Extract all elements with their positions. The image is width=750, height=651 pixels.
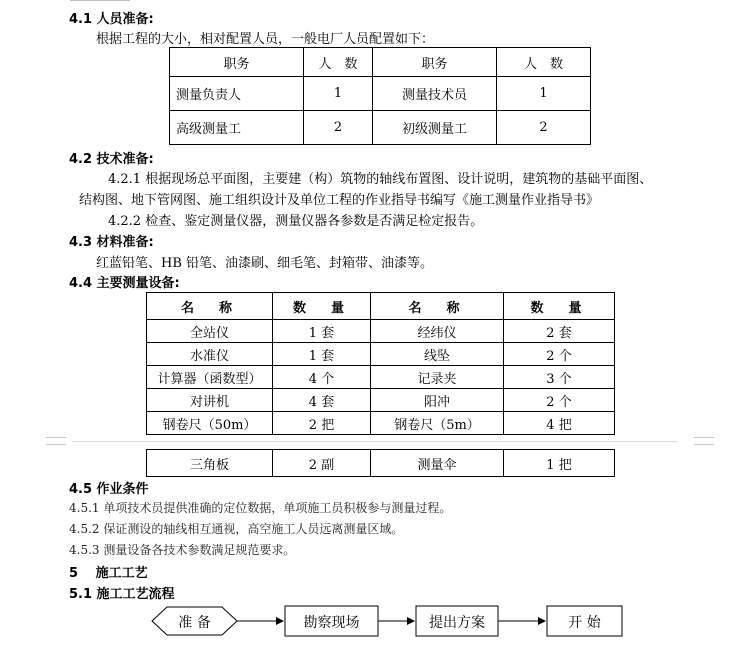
flow-node-survey-label: 勘察现场	[303, 615, 360, 631]
table-header-cell: 职务	[373, 48, 497, 77]
table-cell: 高级测量工	[170, 111, 304, 145]
table-cell: 阳冲	[371, 389, 504, 412]
section-4-2-2: 4.2.2 检查、鉴定测量仪器，测量仪器各参数是否满足检定报告。	[108, 214, 484, 229]
table-cell: 3 个	[504, 366, 615, 389]
table-cell: 4 个	[273, 366, 371, 389]
section-heading-4-3: 4.3 材料准备:	[69, 235, 154, 250]
list-item: 4.5.1 单项技术员提供准确的定位数据，单项施工员积极参与测量过程。	[69, 501, 452, 515]
section-4-1-intro: 根据工程的大小，相对配置人员，一般电厂人员配置如下：	[96, 32, 435, 47]
table-cell: 全站仪	[147, 320, 273, 343]
table-cell: 钢卷尺（5m）	[371, 412, 504, 435]
flow-node-proposal-label: 提出方案	[429, 615, 485, 631]
section-4-2-1-line2: 结构图、地下管网图、施工组织设计及单位工程的作业指导书编写《施工测量作业指导书》	[79, 193, 600, 208]
table-cell: 初级测量工	[373, 111, 497, 145]
table-cell: 测量伞	[371, 450, 504, 477]
table-cell: 1 套	[273, 320, 371, 343]
section-heading-4-1: 4.1 人员准备:	[69, 12, 154, 27]
flow-node-prepare-label: 准 备	[178, 615, 211, 631]
list-item: 4.5.3 测量设备各技术参数满足规范要求。	[69, 543, 296, 557]
table-header-cell: 数 量	[273, 293, 371, 320]
table-cell: 1 套	[273, 343, 371, 366]
table-header-cell: 数 量	[504, 293, 615, 320]
table-cell: 2	[304, 111, 373, 145]
table-header-cell: 人 数	[497, 48, 591, 77]
table-header-cell: 名 称	[147, 293, 273, 320]
list-item: 4.5.2 保证测设的轴线相互通视，高空施工人员远离测量区域。	[69, 522, 404, 536]
table-cell: 记录夹	[371, 366, 504, 389]
flow-node-start-label: 开 始	[568, 615, 601, 631]
table-cell: 三角板	[147, 450, 273, 477]
section-heading-4-2: 4.2 技术准备:	[69, 152, 154, 167]
table-cell: 水准仪	[147, 343, 273, 366]
table-cell: 经纬仪	[371, 320, 504, 343]
table-cell: 2 个	[504, 343, 615, 366]
table-header-cell: 人 数	[304, 48, 373, 77]
table-cell: 4 把	[504, 412, 615, 435]
table-cell: 4 套	[273, 389, 371, 412]
section-heading-5: 5 施工工艺	[69, 566, 148, 581]
table-cell: 钢卷尺（50m）	[147, 412, 273, 435]
section-4-3-text: 红蓝铅笔、HB 铅笔、油漆刷、细毛笔、封箱带、油漆等。	[96, 256, 434, 271]
table-cell: 对讲机	[147, 389, 273, 412]
table-cell: 2 个	[504, 389, 615, 412]
table-cell: 2 把	[273, 412, 371, 435]
table-cell: 2 套	[504, 320, 615, 343]
table-cell: 1	[497, 77, 591, 111]
table-cell: 2 副	[273, 450, 371, 477]
table-header-cell: 职务	[170, 48, 304, 77]
section-heading-4-5: 4.5 作业条件	[69, 482, 149, 497]
section-heading-5-1: 5.1 施工工艺流程	[69, 587, 175, 602]
table-cell: 计算器（函数型）	[147, 366, 273, 389]
table-cell: 线坠	[371, 343, 504, 366]
table-header-cell: 名 称	[371, 293, 504, 320]
table-cell: 1 把	[504, 450, 615, 477]
section-4-2-1-line1: 4.2.1 根据现场总平面图，主要建（构）筑物的轴线布置图、设计说明，建筑物的基础平面图、	[108, 172, 653, 187]
section-heading-4-4: 4.4 主要测量设备:	[69, 276, 180, 291]
table-cell: 测量技术员	[373, 77, 497, 111]
table-cell: 2	[497, 111, 591, 145]
table-cell: 1	[304, 77, 373, 111]
table-cell: 测量负责人	[170, 77, 304, 111]
